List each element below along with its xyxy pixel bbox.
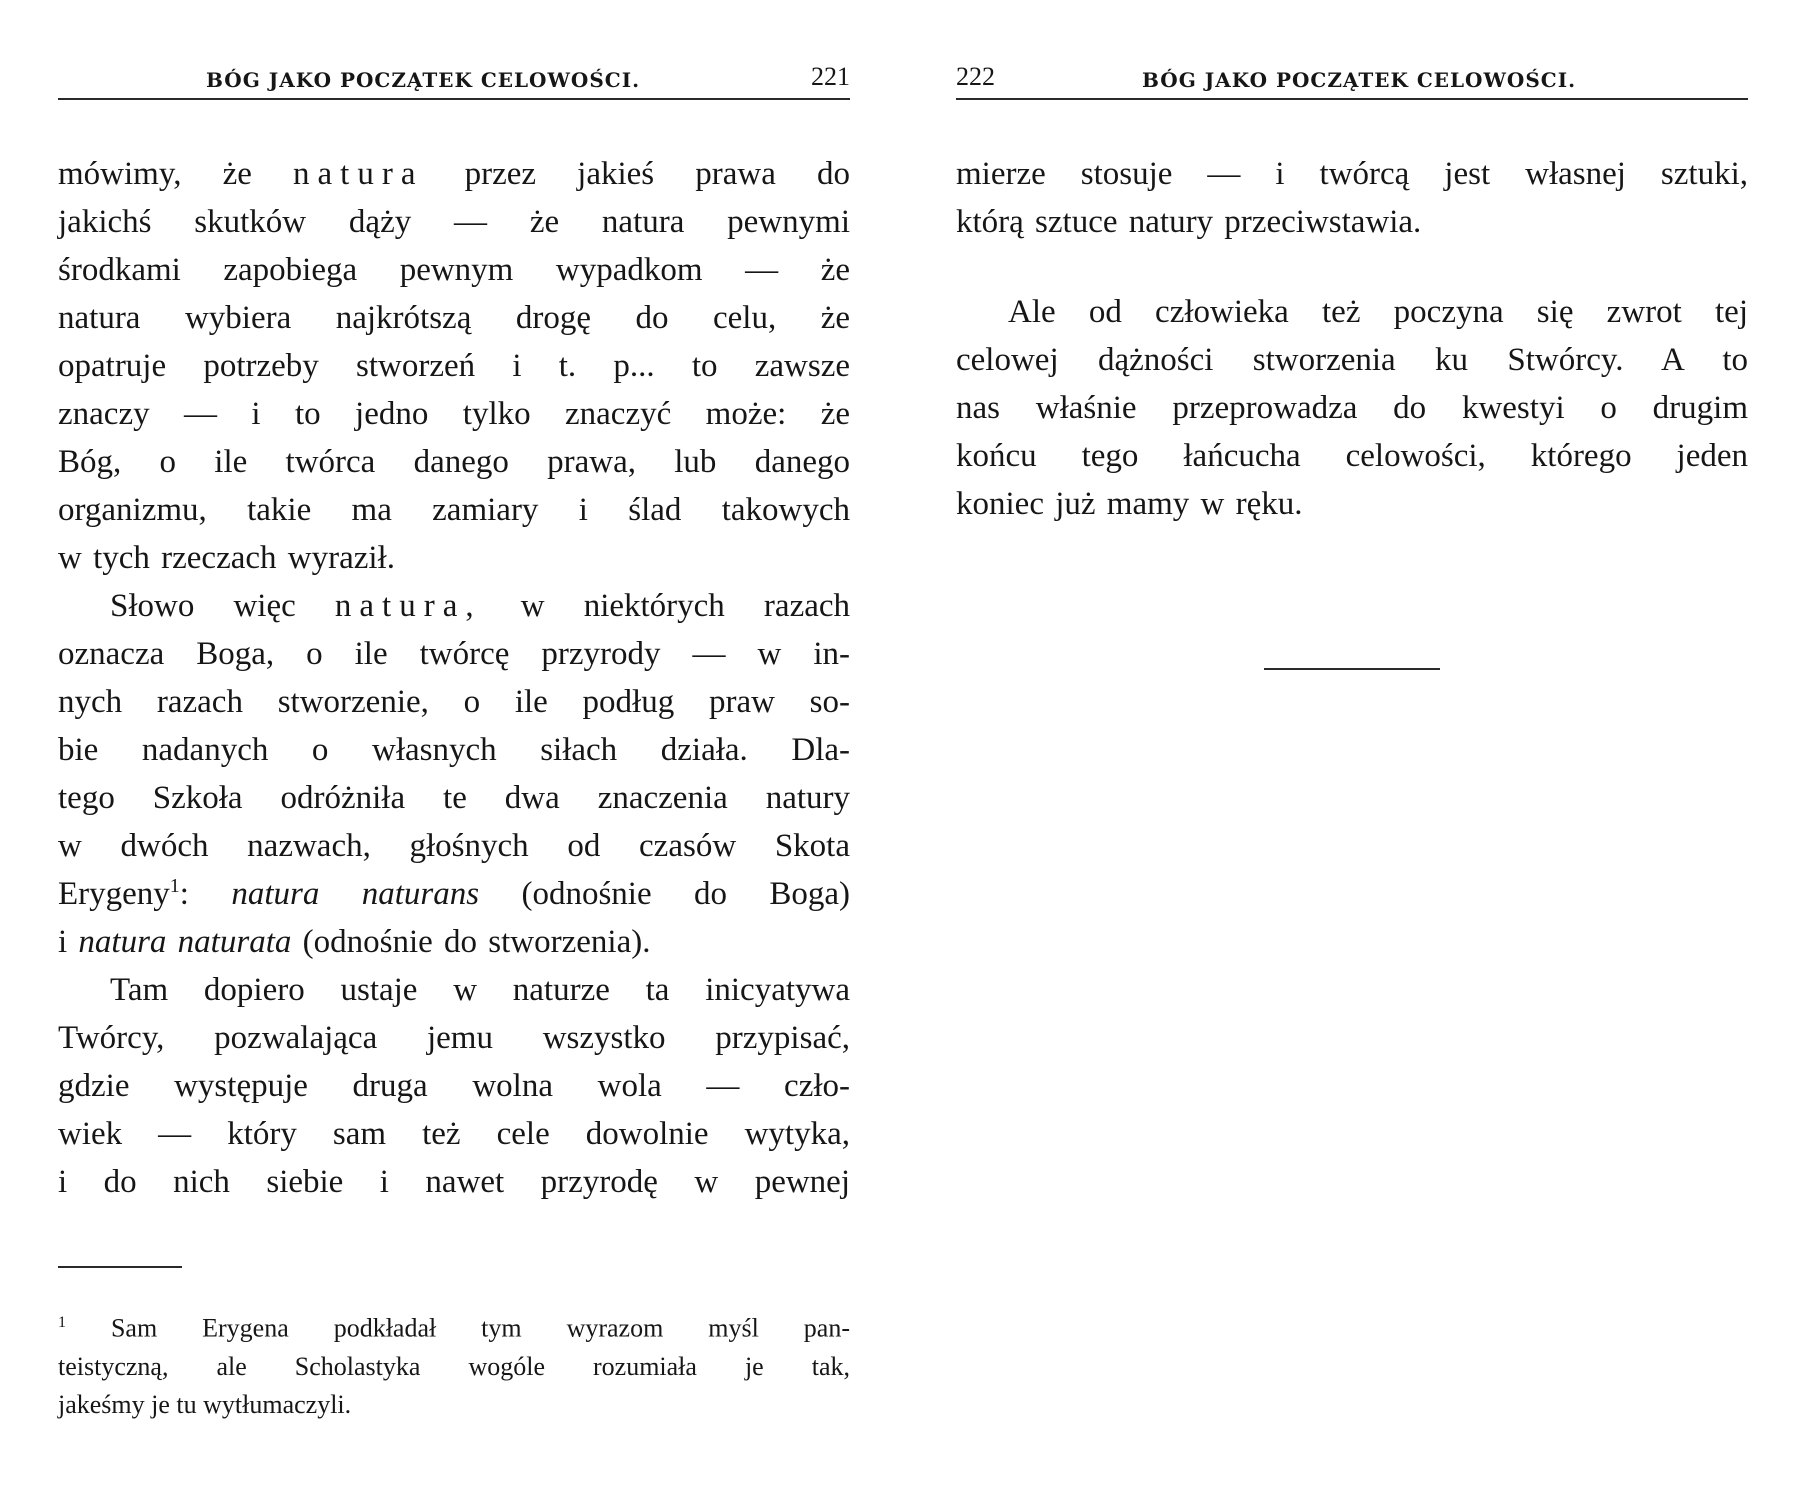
left-paragraph-2-end	[58, 918, 850, 966]
text-line	[58, 150, 850, 198]
left-page-body	[58, 150, 850, 1206]
italic-term: natura naturans	[231, 876, 480, 912]
right-paragraph-1	[956, 150, 1748, 198]
right-paragraph-2-end	[956, 480, 1748, 528]
text-line: gdzie występuje druga wolna wola — czło-	[58, 1068, 850, 1104]
text-line: Twórcy, pozwalająca jemu wszystko przypisać,	[58, 1020, 850, 1056]
text-line: nas właśnie przeprowadza do kwestyi o drugim	[956, 390, 1748, 426]
right-page-body	[956, 150, 1748, 528]
text-span: w niektórych razach	[520, 588, 851, 624]
text-line: w tych rzeczach wyraził.	[58, 540, 395, 576]
text-line: nych razach stworzenie, o ile podług praw so-	[58, 684, 850, 720]
text-span: (odnośnie do Boga)	[521, 876, 851, 912]
footnote-mark: 1	[58, 1314, 66, 1331]
text-line	[58, 582, 850, 630]
text-line: bie nadanych o własnych siłach działa. Dla-	[58, 732, 850, 768]
text-line: środkami zapobiega pewnym wypadkom — że	[58, 252, 850, 288]
text-line: Bóg, o ile twórca danego prawa, lub danego	[58, 444, 850, 480]
footnote	[58, 1304, 850, 1424]
footnote-end	[58, 1386, 850, 1424]
right-page	[956, 52, 1748, 1500]
text-line: końcu tego łańcucha celowości, którego jeden	[956, 438, 1748, 474]
italic-term: natura naturata	[78, 924, 292, 960]
footnote-rule	[58, 1266, 182, 1268]
left-paragraph-2	[58, 582, 850, 630]
text-span: (odnośnie do stworzenia).	[302, 924, 651, 960]
right-paragraph-1-end	[956, 198, 1748, 246]
text-span: Sam Erygena podkładał tym wyrazom myśl pan-	[110, 1313, 850, 1343]
text-line: znaczy — i to jedno tylko znaczyć może: że	[58, 396, 850, 432]
text-line	[58, 1304, 850, 1348]
text-line: tego Szkoła odróżniła te dwa znaczenia natury	[58, 780, 850, 816]
right-paragraph-2	[956, 288, 1748, 336]
right-page-number: 222	[956, 62, 995, 91]
text-line: jakeśmy je tu wytłumaczyli.	[58, 1389, 352, 1419]
text-line: teistyczną, ale Scholastyka wogóle rozumiała je tak,	[58, 1351, 850, 1381]
text-line: koniec już mamy w ręku.	[956, 486, 1303, 522]
left-page-number: 221	[811, 62, 850, 91]
text-span: mówimy, że	[58, 156, 252, 192]
text-line: oznacza Boga, o ile twórcę przyrody — w in-	[58, 636, 850, 672]
left-running-head	[58, 52, 850, 100]
right-running-head-title: BÓG JAKO POCZĄTEK CELOWOŚCI.	[1142, 68, 1577, 92]
text-span: Erygeny	[58, 876, 170, 912]
left-page	[58, 52, 850, 1500]
right-paragraph-2-cont	[956, 336, 1748, 480]
text-line: organizmu, takie ma zamiary i ślad takowych	[58, 492, 850, 528]
chapter-end-rule	[1264, 668, 1440, 670]
text-line	[58, 924, 650, 960]
left-paragraph-1	[58, 150, 850, 534]
spaced-word-natura: natura,	[334, 588, 482, 624]
text-line: i do nich siebie i nawet przyrodę w pewnej	[58, 1164, 850, 1200]
left-paragraph-2-cont	[58, 630, 850, 918]
text-line: celowej dążności stworzenia ku Stwórcy. A to	[956, 342, 1748, 378]
spaced-word-natura: natura	[293, 156, 424, 192]
text-span: :	[179, 876, 189, 912]
text-line: jakichś skutków dąży — że natura pewnymi	[58, 204, 850, 240]
text-line: którą sztuce natury przeciwstawia.	[956, 204, 1422, 240]
text-line: wiek — który sam też cele dowolnie wytyka,	[58, 1116, 850, 1152]
text-line	[58, 870, 850, 918]
text-line: Ale od człowieka też poczyna się zwrot tej	[1008, 294, 1748, 330]
text-line: w dwóch nazwach, głośnych od czasów Skota	[58, 828, 850, 864]
text-span: przez jakieś prawa do	[464, 156, 851, 192]
text-line: mierze stosuje — i twórcą jest własnej sztuki,	[956, 156, 1748, 192]
right-running-head	[956, 52, 1748, 100]
footnote-reference: 1	[169, 875, 180, 897]
text-line: opatruje potrzeby stworzeń i t. p... to zawsze	[58, 348, 850, 384]
left-paragraph-3	[58, 966, 850, 1014]
text-span: i	[58, 924, 68, 960]
text-line: Tam dopiero ustaje w naturze ta inicyatywa	[110, 972, 850, 1008]
left-paragraph-3-cont	[58, 1014, 850, 1206]
text-line: natura wybiera najkrótszą drogę do celu, że	[58, 300, 850, 336]
text-span: Słowo więc	[110, 588, 296, 624]
left-running-head-title: BÓG JAKO POCZĄTEK CELOWOŚCI.	[206, 68, 641, 92]
left-paragraph-1-end	[58, 534, 850, 582]
